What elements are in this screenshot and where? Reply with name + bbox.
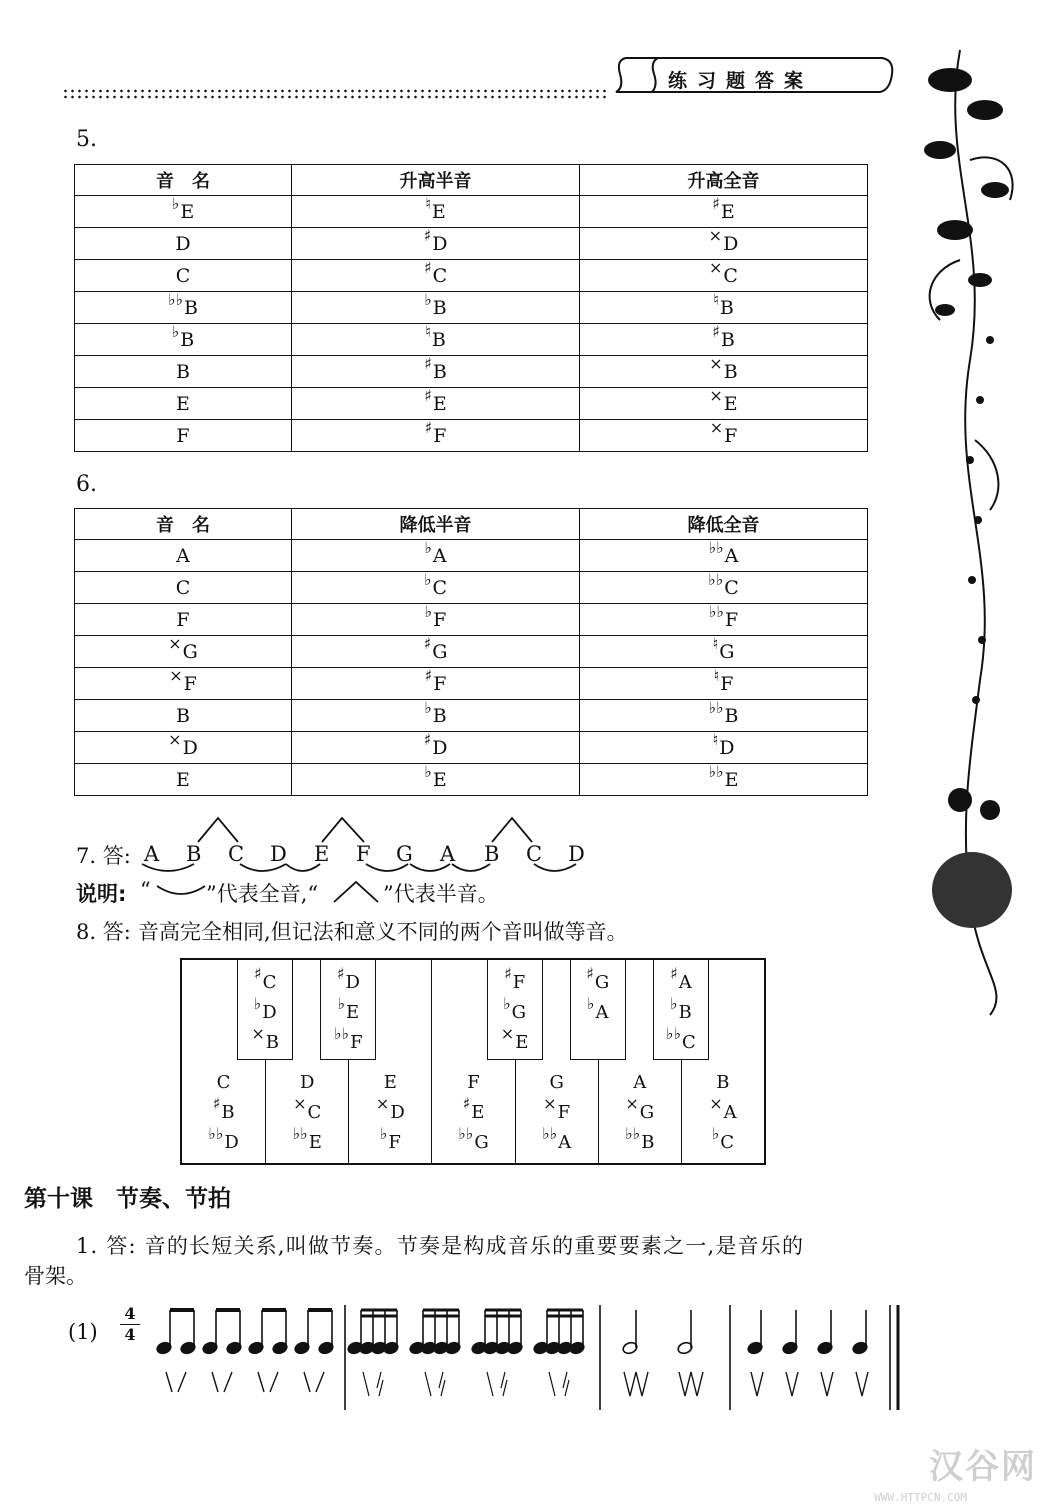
q5-letter: E: [176, 392, 190, 415]
q5-cell: [75, 193, 292, 228]
beat-arrow: [549, 1372, 569, 1396]
black-key-accidental: ♯: [336, 964, 345, 983]
q5-accidental: ×: [709, 257, 723, 277]
white-key-accidental: ♭♭: [542, 1124, 558, 1143]
half-tone-mark-icon: [330, 878, 382, 904]
q6-cell: [579, 537, 867, 572]
white-key-letter: G: [549, 1072, 564, 1093]
q5-accidental: ♭♭: [167, 289, 184, 309]
white-key-accidental: ×: [625, 1094, 639, 1113]
q5-accidental: ♭: [424, 289, 432, 309]
q5-cell: [75, 356, 292, 388]
q6-accidental: ♭♭: [708, 761, 724, 781]
q5-letter: B: [431, 328, 446, 351]
black-key-letter: B: [678, 1002, 692, 1023]
q6-letter: D: [719, 736, 735, 759]
q6-table: [74, 508, 868, 796]
q5-cell: [579, 321, 867, 356]
white-key-letter: E: [308, 1132, 322, 1153]
q6-cell: [75, 633, 292, 668]
black-key-letter: E: [345, 1002, 360, 1023]
q5-accidental: ♯: [423, 257, 432, 277]
q5-letter: D: [175, 232, 191, 255]
q5-accidental: ♮: [425, 321, 431, 341]
q5-header-half: 升高半音: [291, 165, 579, 196]
q6-cell: [291, 761, 579, 796]
q8-label: 8. 答:: [76, 920, 131, 944]
q5-letter: B: [720, 328, 735, 351]
white-key-letter: A: [558, 1132, 572, 1153]
white-key-letter: D: [390, 1102, 405, 1123]
q5-accidental: ♯: [424, 417, 433, 437]
white-key-letter: F: [557, 1102, 571, 1123]
black-key-letter: D: [262, 1002, 277, 1023]
white-key-letter: C: [720, 1132, 735, 1153]
q6-cell: [291, 697, 579, 732]
q6-letter: B: [432, 704, 447, 727]
q7-explain-half: ”代表半音。: [383, 882, 499, 906]
q6-letter: F: [433, 672, 447, 695]
q8-text: 音高完全相同,但记法和意义不同的两个音叫做等音。: [138, 920, 628, 944]
q6-accidental: ♯: [424, 665, 433, 685]
beat-arrow: [425, 1372, 445, 1396]
q6-letter: A: [724, 544, 739, 567]
q6-accidental: ♭♭: [708, 601, 724, 621]
black-key-accidental: ♯: [586, 964, 594, 983]
q5-letter: E: [432, 392, 447, 415]
q6-cell: [75, 572, 292, 604]
time-sig-bottom: 4: [124, 1325, 136, 1344]
beat-arrow: [679, 1372, 703, 1396]
q5-letter: B: [184, 296, 199, 319]
q5-cell: [579, 417, 867, 452]
q5-cell: [291, 353, 579, 388]
black-key-letter: B: [265, 1032, 279, 1053]
q5-cell: [75, 228, 292, 260]
q6-accidental: ♮: [713, 665, 720, 685]
q5-letter: C: [723, 264, 738, 287]
rhythm-label: (1): [68, 1320, 98, 1344]
q5-cell: [579, 257, 867, 292]
q6-letter: G: [719, 640, 735, 663]
white-key-letter: C: [307, 1102, 322, 1123]
q5-letter: E: [431, 200, 446, 223]
q7-note: F: [356, 842, 371, 866]
q5-letter: B: [719, 296, 734, 319]
q7-note: G: [396, 842, 413, 866]
q5-row: [75, 324, 868, 356]
q5-accidental: ♯: [423, 225, 432, 245]
q6-header-whole: 降低全音: [579, 509, 867, 540]
q6-letter: C: [175, 576, 191, 599]
white-key-accidental: ♭♭: [292, 1124, 308, 1143]
q5-letter: B: [432, 296, 447, 319]
q5-number: 5.: [76, 127, 97, 152]
beat-arrow: [786, 1372, 798, 1396]
q5-letter: F: [724, 424, 738, 447]
beat-arrow: [212, 1372, 232, 1392]
white-key-accidental: ×: [543, 1094, 557, 1113]
q5-letter: F: [176, 424, 190, 447]
q6-accidental: ×: [168, 729, 182, 749]
white-key-letter: D: [299, 1072, 315, 1093]
q6-cell: [75, 764, 292, 796]
white-key-letter: F: [467, 1072, 480, 1093]
q6-letter: G: [432, 640, 448, 663]
q6-letter: E: [432, 768, 447, 791]
q5-letter: E: [723, 392, 738, 415]
q6-letter: F: [183, 672, 197, 695]
q5-row: [75, 260, 868, 292]
white-key-letter: B: [221, 1102, 235, 1123]
beat-arrow: [821, 1372, 833, 1396]
q6-cell: [291, 633, 579, 668]
q6-accidental: ♯: [423, 729, 432, 749]
q5-letter: B: [176, 360, 190, 383]
q5-accidental: ♭: [171, 193, 180, 213]
q6-accidental: ×: [169, 665, 183, 685]
white-key-accidental: ♭: [379, 1124, 388, 1143]
white-key-letter: D: [224, 1132, 239, 1153]
q6-cell: [291, 537, 579, 572]
black-key-accidental: ♯: [503, 964, 512, 983]
white-key-letter: B: [641, 1132, 655, 1153]
black-key-accidental: ×: [251, 1024, 265, 1043]
q5-cell: [291, 385, 579, 420]
white-key-accidental: ♭♭: [625, 1124, 641, 1143]
q5-cell: [579, 385, 867, 420]
q6-header-half: 降低半音: [291, 509, 579, 540]
q5-accidental: ×: [709, 417, 724, 437]
q5-letter: B: [180, 328, 195, 351]
q6-accidental: ♭♭: [708, 697, 724, 717]
q6-cell: [75, 604, 292, 636]
time-signature: [120, 1306, 140, 1343]
black-key-accidental: ♭: [503, 994, 511, 1013]
black-key-accidental: ♯: [253, 964, 262, 983]
q6-letter: G: [182, 640, 198, 663]
black-key: [570, 960, 626, 1060]
q5-cell: [579, 225, 867, 260]
q6-letter: B: [724, 704, 739, 727]
q6-cell: [75, 665, 292, 700]
q5-letter: F: [433, 424, 447, 447]
white-key-letter: B: [716, 1072, 730, 1093]
q5-accidental: ×: [709, 385, 723, 405]
q5-accidental: ♯: [712, 321, 720, 341]
q5-cell: [75, 289, 292, 324]
q5-row: [75, 388, 868, 420]
q7-explain-whole: ”代表全音,“: [206, 882, 319, 906]
q6-letter: F: [724, 608, 739, 631]
q6-row: [75, 732, 868, 764]
q5-row: [75, 356, 868, 388]
q5-cell: [291, 417, 579, 452]
q5-cell: [291, 225, 579, 260]
q6-accidental: ♭: [424, 537, 432, 557]
q6-cell: [291, 601, 579, 636]
q5-table: [74, 164, 868, 452]
q6-accidental: ♭: [424, 697, 432, 717]
q6-cell: [75, 540, 292, 572]
q7-note: D: [270, 842, 287, 866]
q6-letter: B: [176, 704, 190, 727]
black-key-accidental: ♯: [669, 964, 678, 983]
floral-vine-icon: [900, 40, 1050, 1020]
q5-letter: C: [175, 264, 191, 287]
black-key-letter: G: [594, 972, 610, 993]
q6-accidental: ♮: [712, 633, 719, 653]
black-key-accidental: ♭: [253, 994, 262, 1013]
q6-letter: D: [182, 736, 198, 759]
black-key: [237, 960, 293, 1060]
q6-cell: [579, 697, 867, 732]
white-key-letter: C: [216, 1072, 231, 1093]
q7-note: A: [144, 842, 160, 866]
black-key-accidental: ♭: [669, 994, 678, 1013]
q7-interval-marks-icon: [140, 812, 600, 882]
q6-accidental: ♭: [424, 601, 433, 621]
white-key-letter: E: [383, 1072, 397, 1093]
white-key-letter: F: [388, 1132, 401, 1153]
q5-letter: D: [432, 232, 448, 255]
black-key-letter: G: [511, 1002, 527, 1023]
q5-accidental: ×: [708, 225, 723, 245]
q6-letter: F: [433, 608, 447, 631]
q6-letter: F: [720, 672, 734, 695]
q5-accidental: ♮: [425, 193, 431, 213]
q5-cell: [75, 420, 292, 452]
black-key-accidental: ♭: [586, 994, 595, 1013]
q5-letter: D: [723, 232, 739, 255]
q6-letter: C: [724, 576, 739, 599]
q6-letter: E: [176, 768, 190, 791]
q6-row: [75, 668, 868, 700]
lesson10-q1-line2: 骨架。: [24, 1264, 87, 1288]
q6-letter: E: [724, 768, 739, 791]
q6-cell: [579, 761, 867, 796]
black-key-letter: A: [678, 972, 692, 993]
header-dotted-rule: [62, 88, 607, 100]
q5-cell: [579, 353, 867, 388]
q5-row: [75, 196, 868, 228]
q6-accidental: ♭♭: [708, 569, 724, 589]
beat-arrow: [304, 1372, 324, 1392]
black-key-letter: F: [350, 1032, 363, 1053]
black-key-letter: A: [595, 1002, 609, 1023]
q6-row: [75, 540, 868, 572]
q5-header-name: 音 名: [75, 165, 292, 196]
watermark-url: WWW.HTTPCN.COM: [874, 1491, 967, 1504]
q6-accidental: ♭♭: [708, 537, 724, 557]
white-key-letter: E: [471, 1102, 485, 1123]
beat-arrow: [624, 1372, 648, 1396]
black-key: [487, 960, 543, 1060]
q6-letter: A: [176, 544, 190, 567]
q6-accidental: ♭: [424, 761, 432, 781]
q5-cell: [75, 388, 292, 420]
white-key-letter: A: [723, 1102, 737, 1123]
q5-letter: E: [720, 200, 735, 223]
white-key-accidental: ×: [293, 1094, 307, 1113]
q6-row: [75, 700, 868, 732]
watermark-logo: 汉谷网: [929, 1447, 1037, 1487]
q5-accidental: ♯: [424, 353, 432, 373]
q6-cell: [75, 729, 292, 764]
q6-letter: D: [432, 736, 448, 759]
q7-explain-label: 说明:: [76, 882, 127, 906]
q5-cell: [75, 260, 292, 292]
q5-accidental: ×: [709, 353, 723, 373]
q7-note: B: [186, 842, 202, 866]
q6-row: [75, 604, 868, 636]
q5-letter: C: [432, 264, 448, 287]
beat-arrow: [166, 1372, 186, 1392]
q6-cell: [579, 665, 867, 700]
black-key-letter: C: [262, 972, 277, 993]
black-key-accidental: ×: [500, 1024, 515, 1043]
q6-cell: [291, 569, 579, 604]
q5-cell: [291, 321, 579, 356]
q5-cell: [291, 257, 579, 292]
rhythm-notation: [150, 1300, 930, 1420]
whole-tone-mark-icon: [155, 880, 207, 902]
q6-cell: [579, 633, 867, 668]
q6-accidental: ♮: [712, 729, 719, 749]
q5-row: [75, 228, 868, 260]
beat-arrow: [856, 1372, 868, 1396]
q6-row: [75, 764, 868, 796]
white-key-accidental: ♭♭: [208, 1124, 224, 1143]
q5-row: [75, 420, 868, 452]
white-key-accidental: ♭♭: [458, 1124, 474, 1143]
q5-letter: E: [180, 200, 195, 223]
q6-letter: A: [432, 544, 447, 567]
black-key: [320, 960, 376, 1060]
q6-cell: [291, 729, 579, 764]
white-key-letter: G: [639, 1102, 655, 1123]
piano-keyboard: [180, 958, 766, 1165]
white-key-accidental: ×: [709, 1094, 723, 1113]
q5-letter: B: [723, 360, 738, 383]
black-key-letter: E: [515, 1032, 529, 1053]
q6-letter: C: [432, 576, 448, 599]
q7-note: C: [526, 842, 543, 866]
q5-cell: [579, 193, 867, 228]
q6-header-name: 音 名: [75, 509, 292, 540]
q7-note: B: [484, 842, 500, 866]
q5-accidental: ♮: [713, 289, 719, 309]
q6-cell: [579, 569, 867, 604]
white-key-accidental: ♭: [711, 1124, 720, 1143]
q7-note: D: [568, 842, 585, 866]
q7-label: 7. 答:: [76, 844, 131, 868]
q5-accidental: ♯: [712, 193, 720, 213]
q7-explain-open-quote: “: [140, 878, 151, 902]
header-title: 练习题答案: [668, 70, 814, 92]
q6-cell: [291, 665, 579, 700]
black-key-letter: D: [345, 972, 360, 993]
lesson-title: 第十课 节奏、节拍: [24, 1186, 231, 1212]
white-key-accidental: ×: [375, 1094, 390, 1113]
q5-cell: [75, 321, 292, 356]
q7-note: C: [228, 842, 245, 866]
q6-accidental: ♯: [423, 633, 432, 653]
black-key-accidental: ♭: [337, 994, 345, 1013]
beat-arrow: [363, 1372, 383, 1396]
q5-cell: [291, 289, 579, 324]
beat-arrow: [751, 1372, 763, 1396]
white-key-accidental: ♯: [212, 1094, 221, 1113]
q5-row: [75, 292, 868, 324]
q5-header-whole: 升高全音: [579, 165, 867, 196]
q6-number: 6.: [76, 472, 97, 497]
beat-arrow: [258, 1372, 278, 1392]
q7-note: A: [440, 842, 456, 866]
q7-note: E: [314, 842, 330, 866]
white-key-accidental: ♯: [462, 1094, 471, 1113]
beat-arrow: [487, 1372, 507, 1396]
q5-letter: B: [432, 360, 447, 383]
black-key: [653, 960, 709, 1060]
black-key-letter: C: [682, 1032, 696, 1053]
q6-accidental: ×: [168, 633, 182, 653]
q5-cell: [579, 289, 867, 324]
q6-cell: [579, 729, 867, 764]
q5-accidental: ♭: [171, 321, 180, 341]
q6-cell: [579, 601, 867, 636]
q6-accidental: ♭: [423, 569, 432, 589]
white-key-letter: A: [633, 1072, 647, 1093]
q6-row: [75, 636, 868, 668]
black-key-accidental: ♭♭: [333, 1024, 350, 1043]
lesson10-q1-line1: 1. 答: 音的长短关系,叫做节奏。节奏是构成音乐的重要要素之一,是音乐的: [76, 1234, 805, 1258]
q5-cell: [291, 193, 579, 228]
q6-cell: [75, 700, 292, 732]
q6-row: [75, 572, 868, 604]
black-key-accidental: ♭♭: [665, 1024, 681, 1043]
time-sig-top: 4: [124, 1304, 136, 1323]
q6-letter: F: [176, 608, 190, 631]
black-key-letter: F: [512, 972, 526, 993]
q5-accidental: ♯: [424, 385, 432, 405]
white-key-letter: G: [474, 1132, 489, 1153]
